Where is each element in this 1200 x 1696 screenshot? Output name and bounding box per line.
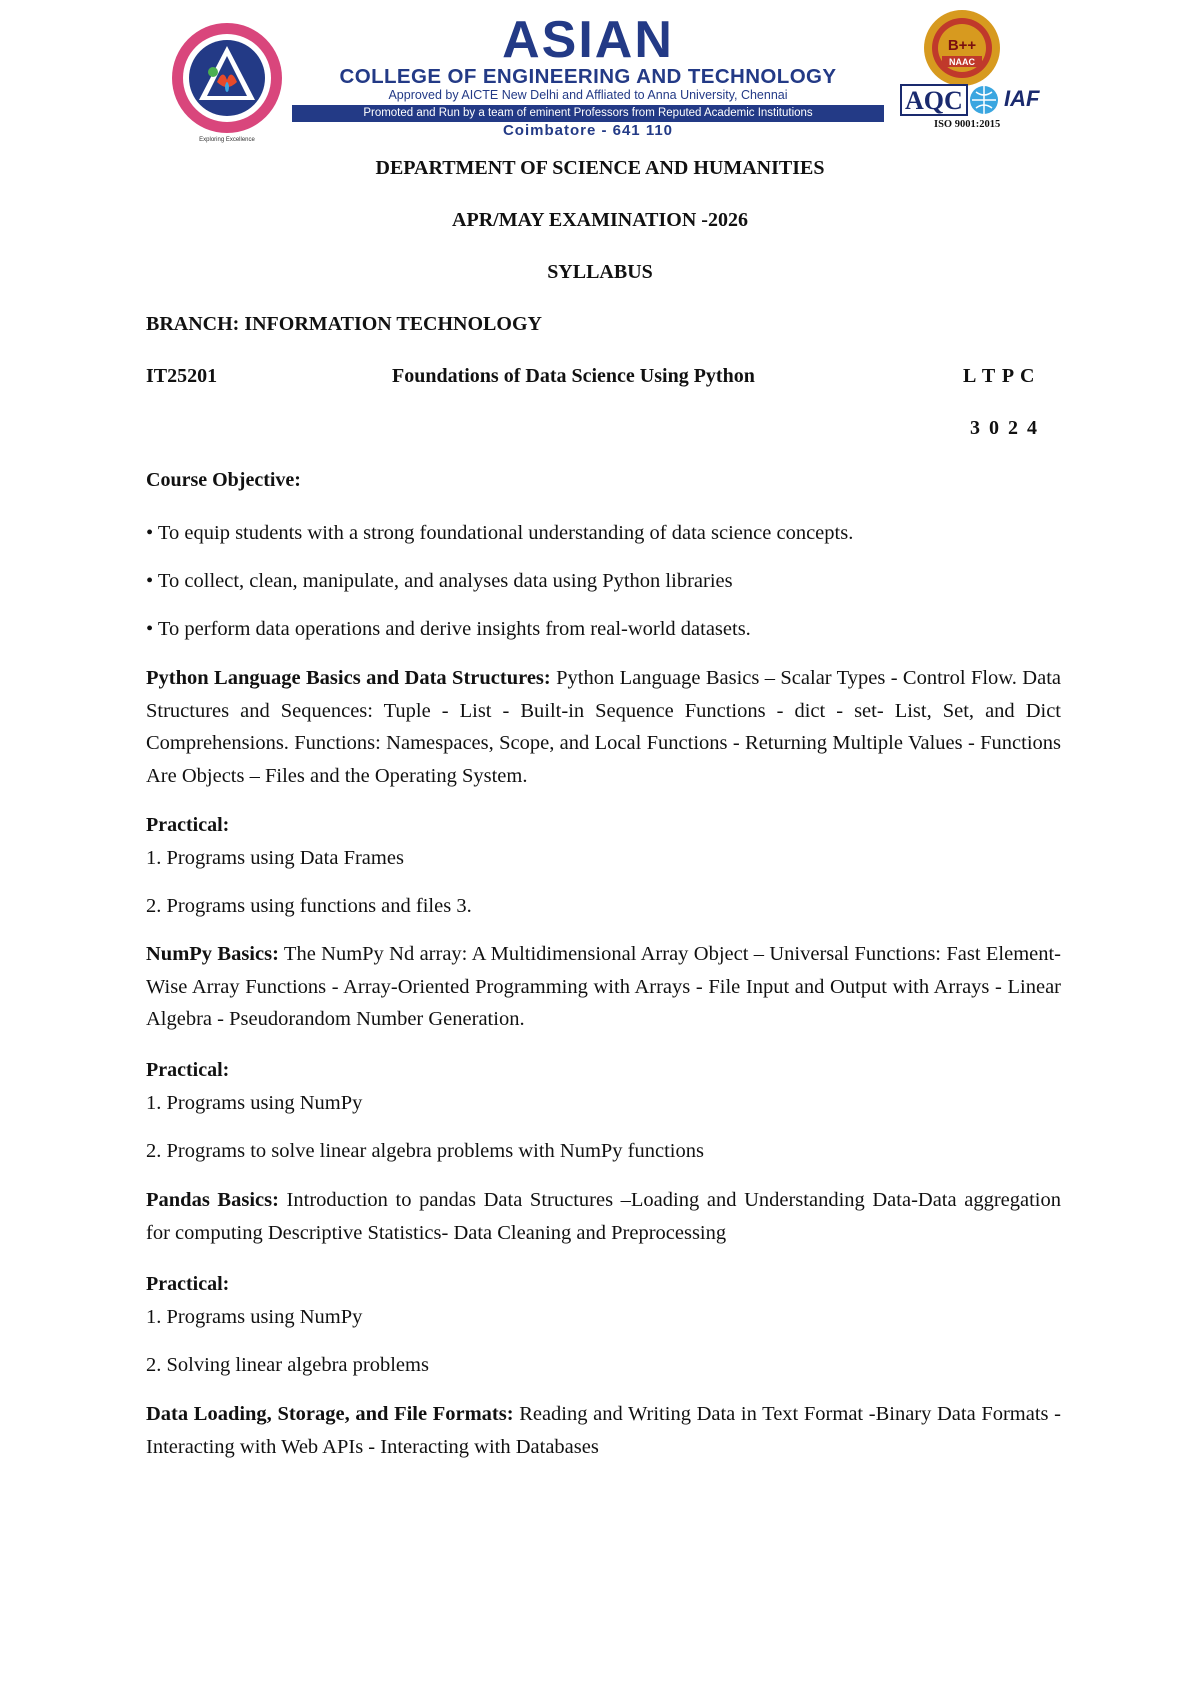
unit-title: Python Language Basics and Data Structures:	[146, 667, 551, 689]
objective-item: • To collect, clean, manipulate, and analyses data using Python libraries	[146, 570, 733, 592]
practical-item: 1. Programs using NumPy	[146, 1306, 363, 1328]
iso-certification: ISO 9001:2015	[934, 119, 1001, 130]
practical-heading: Practical:	[146, 1059, 230, 1081]
department-heading: DEPARTMENT OF SCIENCE AND HUMANITIES	[375, 157, 825, 179]
unit-data-loading	[146, 1398, 1061, 1463]
unit-python-basics	[146, 662, 1061, 792]
practical-item: 2. Programs to solve linear algebra problems with NumPy functions	[146, 1140, 704, 1162]
unit-body: Python Language Basics – Scalar Types - Control Flow. Data Structures and Sequences: Tuple - List - Built-in Sequence Functions - dict - set- List, Set, and Dict Comprehensions. Functions: Namespaces, Scope, and Local Functions - Returning Multiple Values - Functions Are Objects – Files and the Operating System.	[146, 667, 1061, 787]
practical-item: 2. Solving linear algebra problems	[146, 1354, 429, 1376]
college-city: Coimbatore - 641 110	[502, 122, 674, 139]
unit-body: Introduction to pandas Data Structures –Loading and Understanding Data-Data aggregation for computing Descriptive Statistics- Data Cleaning and Preprocessing	[146, 1189, 1061, 1244]
unit-numpy-basics	[146, 938, 1061, 1036]
unit-title: Pandas Basics:	[146, 1189, 279, 1211]
course-title: Foundations of Data Science Using Python	[392, 365, 755, 387]
unit-body: The NumPy Nd array: A Multidimensional Array Object – Universal Functions: Fast Element-Wise Array Functions - Array-Oriented Programming with Arrays - File Input and Output with Arrays - Linear Algebra - Pseudorandom Number Generation.	[146, 943, 1062, 1030]
iaf-logo: IAF	[1004, 86, 1040, 111]
practical-heading: Practical:	[146, 814, 230, 836]
objective-heading: Course Objective:	[146, 469, 301, 491]
letterhead	[0, 0, 1200, 143]
practical-item: 1. Programs using NumPy	[146, 1092, 363, 1114]
ltpc-label: L T P C	[963, 365, 1036, 387]
ltpc-values: 3 0 2 4	[970, 417, 1039, 439]
unit-title: NumPy Basics:	[146, 943, 279, 965]
college-seal-logo	[165, 20, 290, 145]
approval-line: Approved by AICTE New Delhi and Affliated to Anna University, Chennai	[388, 88, 788, 102]
syllabus-heading: SYLLABUS	[547, 261, 653, 283]
college-full-name: COLLEGE OF ENGINEERING AND TECHNOLOGY	[339, 65, 837, 88]
practical-item: 2. Programs using functions and files 3.	[146, 895, 472, 917]
globe-icon	[968, 84, 1000, 116]
course-code: IT25201	[146, 365, 218, 387]
objective-item: • To equip students with a strong foundational understanding of data science concepts.	[146, 522, 854, 544]
unit-pandas-basics	[146, 1184, 1061, 1249]
college-short-name: ASIAN	[502, 11, 674, 69]
objective-item: • To perform data operations and derive insights from real-world datasets.	[146, 618, 751, 640]
promoted-bar: Promoted and Run by a team of eminent Professors from Reputed Academic Institutions	[292, 105, 884, 122]
naac-grade: B++	[947, 37, 977, 54]
branch-line: BRANCH: INFORMATION TECHNOLOGY	[146, 313, 542, 335]
unit-body: Reading and Writing Data in Text Format -Binary Data Formats - Interacting with Web APIs - Interacting with Databases	[146, 1403, 1061, 1458]
college-name-block	[288, 12, 888, 137]
seal-tagline: Exploring Excellence	[199, 137, 255, 143]
unit-title: Data Loading, Storage, and File Formats:	[146, 1403, 514, 1425]
naac-label: NAAC	[949, 57, 975, 67]
exam-heading: APR/MAY EXAMINATION -2026	[452, 209, 748, 231]
aqc-logo: AQC	[900, 84, 968, 116]
practical-heading: Practical:	[146, 1273, 230, 1295]
practical-item: 1. Programs using Data Frames	[146, 847, 404, 869]
certification-logos	[900, 84, 1050, 118]
